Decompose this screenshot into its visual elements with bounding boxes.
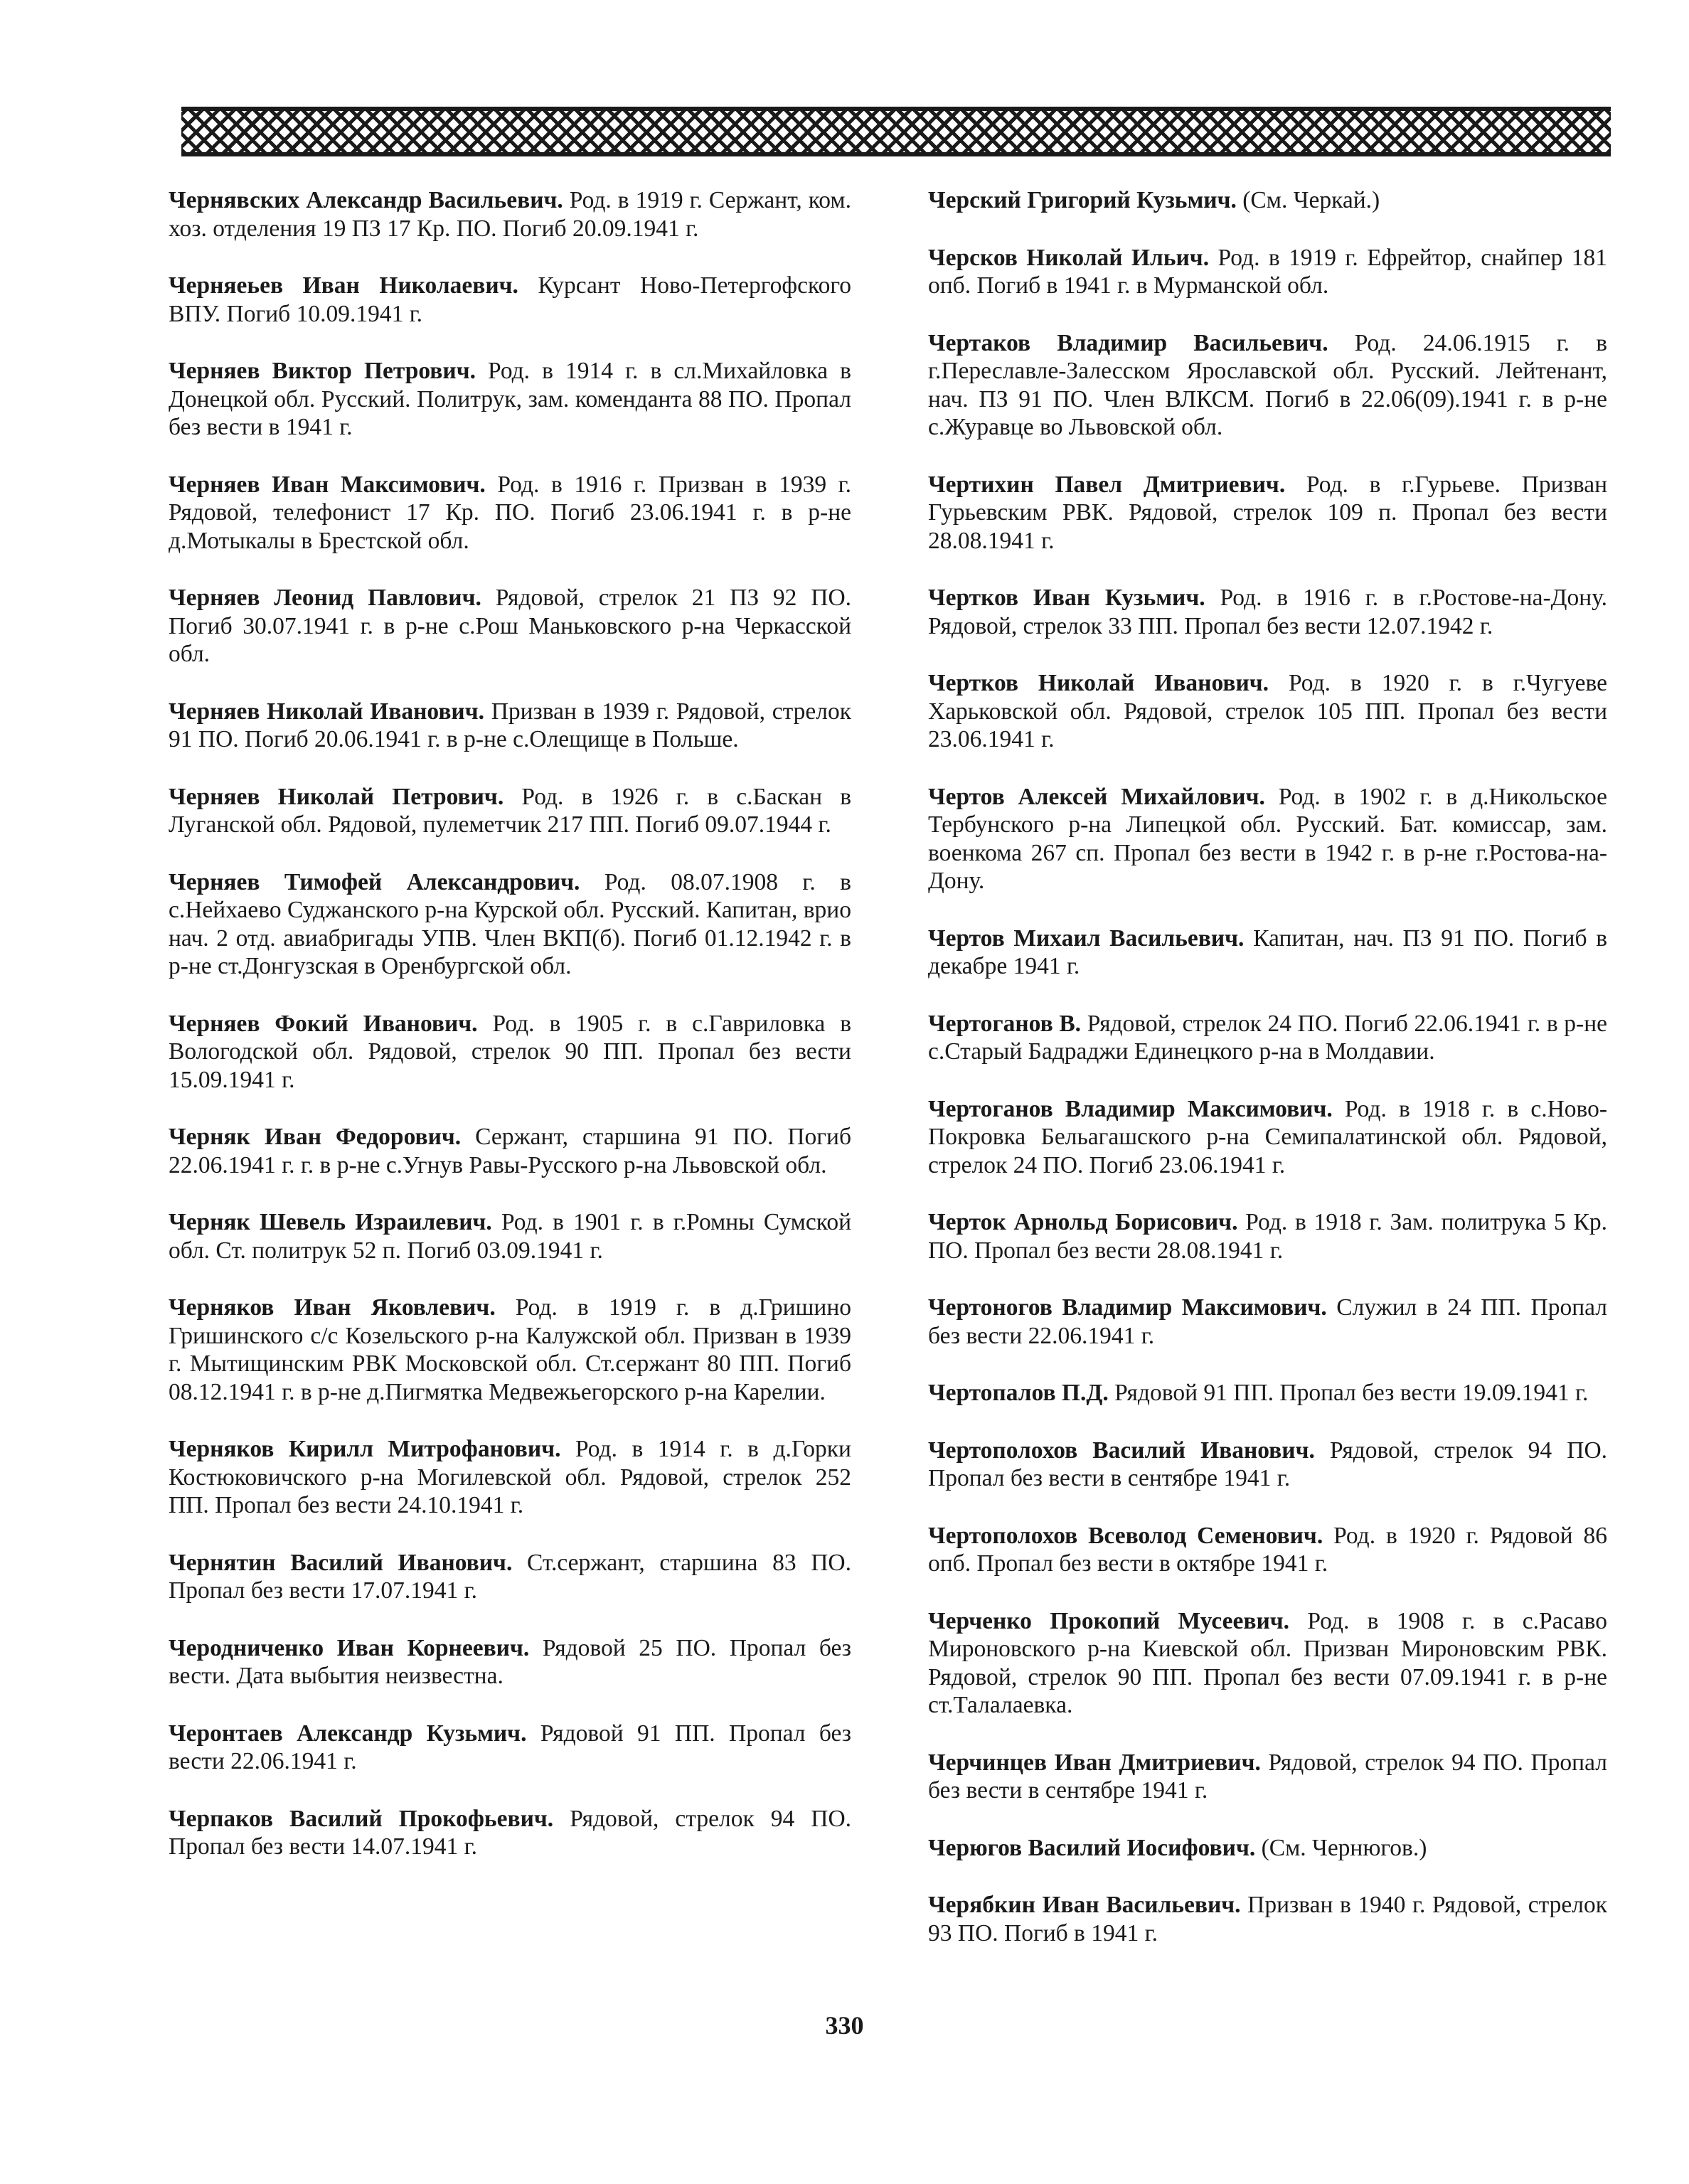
entry-name: Чертопалов П.Д. (928, 1380, 1109, 1406)
entry (928, 1437, 1607, 1493)
entry-name: Чертков Иван Кузьмич. (928, 585, 1205, 611)
entry-text: Рядовой, стрелок 94 ПО. Пропал без вести в сентябре 1941 г. (928, 1437, 1608, 1491)
entry-text: Род. в 1919 г. в д.Гришино Гришинского с/с Козельского р-на Калужской обл. Призван в 1939 г. Мытищинским РВК Московской обл. Ст.сержант 80 ПП. Погиб 08.12.1941 г. в р-не д.Пигмятка Медвежьегорского р-на Карелии. (169, 1294, 851, 1405)
entry (928, 329, 1607, 442)
entry (928, 1834, 1607, 1863)
entry (928, 1095, 1607, 1180)
entry-text: Рядовой, стрелок 21 ПЗ 92 ПО. Погиб 30.07.1941 г. в р-не с.Рош Маньковского р-на Черкасской обл. (169, 585, 852, 667)
right-column (928, 186, 1607, 1976)
entry-text: Рядовой, стрелок 94 ПО. Пропал без вести в сентябре 1941 г. (928, 1749, 1607, 1804)
entry-name: Черняев Николай Петрович. (169, 783, 504, 810)
entry-name: Черняев Иван Максимович. (169, 471, 486, 498)
entry-name: Чертков Николай Иванович. (928, 670, 1269, 696)
entry (928, 1891, 1607, 1947)
entry-name: Чернятин Василий Иванович. (169, 1549, 513, 1576)
entry-text: Род. в 1919 г. Ефрейтор, снайпер 181 опб. Погиб в 1941 г. в Мурманской обл. (928, 244, 1607, 299)
entry-name: Черняев Фокий Иванович. (169, 1010, 478, 1037)
entry-text: Рядовой 25 ПО. Пропал без вести. Дата выбытия неизвестна. (169, 1634, 852, 1689)
entry-name: Черток Арнольд Борисович. (928, 1209, 1238, 1235)
entry-name: Чертополохов Всеволод Семенович. (928, 1522, 1323, 1549)
entry (169, 868, 851, 981)
entry-text: Рядовой 91 ПП. Пропал без вести 22.06.1941 г. (169, 1720, 852, 1774)
entry-text: Сержант, старшина 91 ПО. Погиб 22.06.1941 г. г. в р-не с.Угнув Равы-Русского р-на Львовской обл. (169, 1124, 851, 1178)
entry (169, 1634, 851, 1690)
entry-name: Черченко Прокопий Мусеевич. (928, 1607, 1290, 1634)
entry-name: Черняев Тимофей Александрович. (169, 868, 580, 895)
entry (169, 1720, 851, 1776)
entry-text: Ст.сержант, старшина 83 ПО. Пропал без вести 17.07.1941 г. (169, 1549, 851, 1604)
entry-name: Черюгов Василий Иосифович. (928, 1834, 1256, 1861)
entry-text: Род. в 1905 г. в с.Гавриловка в Вологодской обл. Рядовой, стрелок 90 ПП. Пропал без вести 15.09.1941 г. (169, 1010, 852, 1093)
entry-name: Черняев Виктор Петрович. (169, 358, 476, 384)
entry-text: Род. в 1920 г. в г.Чугуеве Харьковской обл. Рядовой, стрелок 105 ПП. Пропал без вести 23.06.1941 г. (928, 670, 1607, 752)
entry-text: Рядовой, стрелок 24 ПО. Погиб 22.06.1941 г. в р-не с.Старый Бадраджи Единецкого р-на в Молдавии. (928, 1010, 1607, 1065)
entry (169, 1010, 851, 1094)
entry (928, 186, 1607, 215)
entry-text: Род. в 1916 г. в г.Ростове-на-Дону. Рядовой, стрелок 33 ПП. Пропал без вести 12.07.1942 г. (928, 585, 1607, 639)
entry (928, 783, 1607, 895)
entry-text: Род. 08.07.1908 г. в с.Нейхаево Суджанского р-на Курской обл. Русский. Капитан, врио нач. 2 отд. авиабригады УПВ. Член ВКП(б). Погиб 01.12.1942 г. в р-не ст.Донгузская в Оренбургской обл. (169, 868, 851, 979)
entry-text: Род. в 1914 г. в д.Горки Костюковичского р-на Могилевской обл. Рядовой, стрелок 252 ПП. Пропал без вести 24.10.1941 г. (169, 1436, 851, 1518)
entry-text: (См. Чернюгов.) (1261, 1834, 1427, 1861)
entry-name: Черсков Николай Ильич. (928, 244, 1210, 271)
page-number: 330 (825, 2011, 864, 2040)
entry (169, 1208, 851, 1264)
entry (169, 1805, 851, 1861)
entry (928, 1294, 1607, 1350)
entry (169, 783, 851, 839)
entry (169, 471, 851, 555)
entry-name: Чертаков Владимир Васильевич. (928, 329, 1328, 356)
entry-name: Черняев Николай Иванович. (169, 698, 484, 725)
entry-name: Черняк Шевель Израилевич. (169, 1209, 492, 1235)
entry-text: Род. в 1902 г. в д.Никольское Тербунского р-на Липецкой обл. Русский. Бат. комиссар, зам. военкома 267 сп. Пропал без вести в 1942 г. в р-не г.Ростова-на-Дону. (928, 783, 1608, 894)
entry-text: Рядовой, стрелок 94 ПО. Пропал без вести 14.07.1941 г. (169, 1805, 852, 1860)
entry-text: Служил в 24 ПП. Пропал без вести 22.06.1941 г. (928, 1294, 1608, 1349)
entry-name: Чертов Алексей Михайлович. (928, 783, 1265, 810)
entry-name: Черодниченко Иван Корнеевич. (169, 1634, 530, 1661)
entry-text: Призван в 1939 г. Рядовой, стрелок 91 ПО. Погиб 20.06.1941 г. в р-не с.Олещище в Польше. (169, 698, 852, 752)
entry (169, 186, 851, 243)
entry-name: Черняков Иван Яковлевич. (169, 1294, 496, 1321)
entry-text: Род. в 1914 г. в сл.Михайловка в Донецкой обл. Русский. Политрук, зам. коменданта 88 ПО. Пропал без вести в 1941 г. (169, 358, 851, 440)
entry-text: Курсант Ново-Петергофского ВПУ. Погиб 10.09.1941 г. (169, 272, 851, 327)
entry-text: Род. в 1918 г. в с.Ново-Покровка Бельагашского р-на Семипалатинской обл. Рядовой, стрелок 24 ПО. Погиб 23.06.1941 г. (928, 1095, 1608, 1178)
left-column (169, 186, 851, 1890)
entry (169, 584, 851, 668)
entry (928, 1208, 1607, 1264)
entry (928, 669, 1607, 754)
entry-name: Черняков Кирилл Митрофанович. (169, 1436, 561, 1462)
entry (928, 1010, 1607, 1066)
entry (928, 1522, 1607, 1578)
entry-name: Черняк Иван Федорович. (169, 1124, 462, 1150)
entry (928, 584, 1607, 640)
ornamental-border (181, 107, 1611, 156)
entry-name: Чертоганов Владимир Максимович. (928, 1095, 1333, 1122)
entry-name: Черонтаев Александр Кузьмич. (169, 1720, 527, 1747)
entry-name: Черябкин Иван Васильевич. (928, 1892, 1241, 1918)
entry-text: Род. 24.06.1915 г. в г.Переславле-Залесском Ярославской обл. Русский. Лейтенант, нач. ПЗ 91 ПО. Член ВЛКСМ. Погиб в 22.06(09).1941 г. в р-не с.Журавце во Львовской обл. (928, 329, 1608, 440)
entry-name: Чернявских Александр Васильевич. (169, 187, 563, 213)
entry-name: Черпаков Василий Прокофьевич. (169, 1805, 554, 1832)
entry (928, 471, 1607, 555)
entry-name: Черский Григорий Кузьмич. (928, 187, 1237, 213)
entry-text: Род. в 1920 г. Рядовой 86 опб. Пропал без вести в октябре 1941 г. (928, 1522, 1607, 1577)
entry-name: Чертоганов В. (928, 1010, 1082, 1037)
entry-name: Чертов Михаил Васильевич. (928, 925, 1245, 952)
entry-text: Род. в 1919 г. Сержант, ком. хоз. отделения 19 ПЗ 17 Кр. ПО. Погиб 20.09.1941 г. (169, 187, 851, 242)
entry (928, 925, 1607, 981)
entry (169, 272, 851, 328)
entry-name: Черняеьев Иван Николаевич. (169, 272, 518, 299)
entry-text: Род. в 1916 г. Призван в 1939 г. Рядовой, телефонист 17 Кр. ПО. Погиб 23.06.1941 г. в р-не д.Мотыкалы в Брестской обл. (169, 471, 851, 554)
entry-text: Род. в 1918 г. Зам. политрука 5 Кр. ПО. Пропал без вести 28.08.1941 г. (928, 1209, 1607, 1264)
entry-text: Рядовой 91 ПП. Пропал без вести 19.09.1941 г. (1114, 1380, 1589, 1406)
entry (928, 244, 1607, 300)
entry-text: Призван в 1940 г. Рядовой, стрелок 93 ПО. Погиб в 1941 г. (928, 1892, 1607, 1946)
entry (928, 1379, 1607, 1407)
entry-name: Чертихин Павел Дмитриевич. (928, 471, 1286, 498)
entry (169, 1294, 851, 1406)
entry-name: Чертоногов Владимир Максимович. (928, 1294, 1327, 1321)
entry (169, 357, 851, 442)
entry-text: Род. в 1908 г. в с.Расаво Мироновского р-на Киевской обл. Призван Мироновским РВК. Рядовой, стрелок 90 ПП. Пропал без вести 07.09.1941 г. в р-не ст.Талалаевка. (928, 1607, 1608, 1718)
entry-text: (См. Черкай.) (1242, 187, 1380, 213)
entry-text: Род. в г.Гурьеве. Призван Гурьевским РВК. Рядовой, стрелок 109 п. Пропал без вести 28.08.1941 г. (928, 471, 1608, 554)
entry-text: Род. в 1901 г. в г.Ромны Сумской обл. Ст. политрук 52 п. Погиб 03.09.1941 г. (169, 1209, 851, 1264)
entry-text: Род. в 1926 г. в с.Баскан в Луганской обл. Рядовой, пулеметчик 217 ПП. Погиб 09.07.1944 г. (169, 783, 852, 838)
entry-name: Черчинцев Иван Дмитриевич. (928, 1749, 1261, 1776)
entry (169, 1549, 851, 1605)
entry-name: Чертополохов Василий Иванович. (928, 1437, 1315, 1464)
entry (928, 1607, 1607, 1720)
entry-text: Капитан, нач. ПЗ 91 ПО. Погиб в декабре 1941 г. (928, 925, 1608, 979)
entry (928, 1749, 1607, 1805)
entry (169, 1123, 851, 1179)
entry (169, 698, 851, 754)
entry (169, 1435, 851, 1520)
entry-name: Черняев Леонид Павлович. (169, 585, 481, 611)
